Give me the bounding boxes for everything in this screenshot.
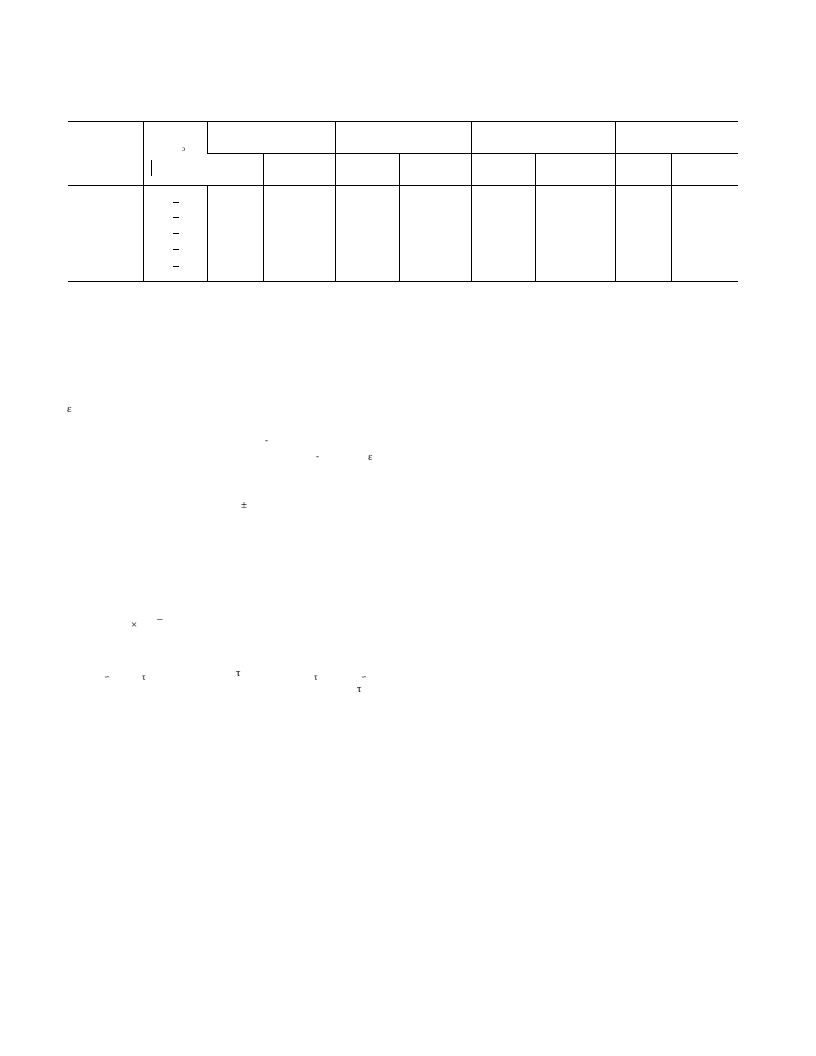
table-col-divider: [207, 121, 208, 153]
table-row-dash: [173, 266, 179, 267]
symbol-plus-minus: ±: [241, 499, 248, 511]
table-subcol-divider: [399, 153, 400, 281]
table-col-divider: [471, 121, 472, 281]
symbol-tilde: ∽: [104, 673, 110, 681]
symbol-epsilon: ε: [67, 403, 72, 415]
symbol-minus: -: [316, 451, 319, 461]
symbol-minus: -: [265, 435, 268, 445]
symbol-epsilon: ε: [368, 451, 373, 463]
table-row-dash: [173, 217, 179, 218]
table-bottom-rule: [68, 281, 738, 282]
table-row-dash: [173, 202, 179, 203]
table-top-rule: [68, 121, 738, 122]
symbol-tau: τ: [236, 667, 241, 679]
symbol-tau: τ: [314, 672, 318, 682]
table-row-dash: [173, 233, 179, 234]
symbol-times: ×: [131, 619, 138, 631]
table-col-divider: [335, 121, 336, 281]
table-header-bottom-rule: [68, 185, 738, 186]
symbol-dash: –: [157, 613, 163, 625]
symbol-tilde: ∽: [361, 673, 367, 681]
table-header-bracket: [151, 160, 152, 176]
symbol-tau: τ: [142, 672, 146, 682]
table-subcol-divider: [263, 153, 264, 281]
table-header-mark: ɔ: [182, 145, 186, 153]
table-col-divider: [143, 121, 144, 281]
table-col-divider: [615, 121, 616, 281]
table-header-subrule: [207, 153, 738, 154]
table-subcol-divider: [535, 153, 536, 281]
table-row-dash: [173, 249, 179, 250]
table-subcol-divider: [671, 153, 672, 281]
symbol-tau: τ: [357, 683, 362, 695]
table-col-divider: [207, 185, 208, 281]
